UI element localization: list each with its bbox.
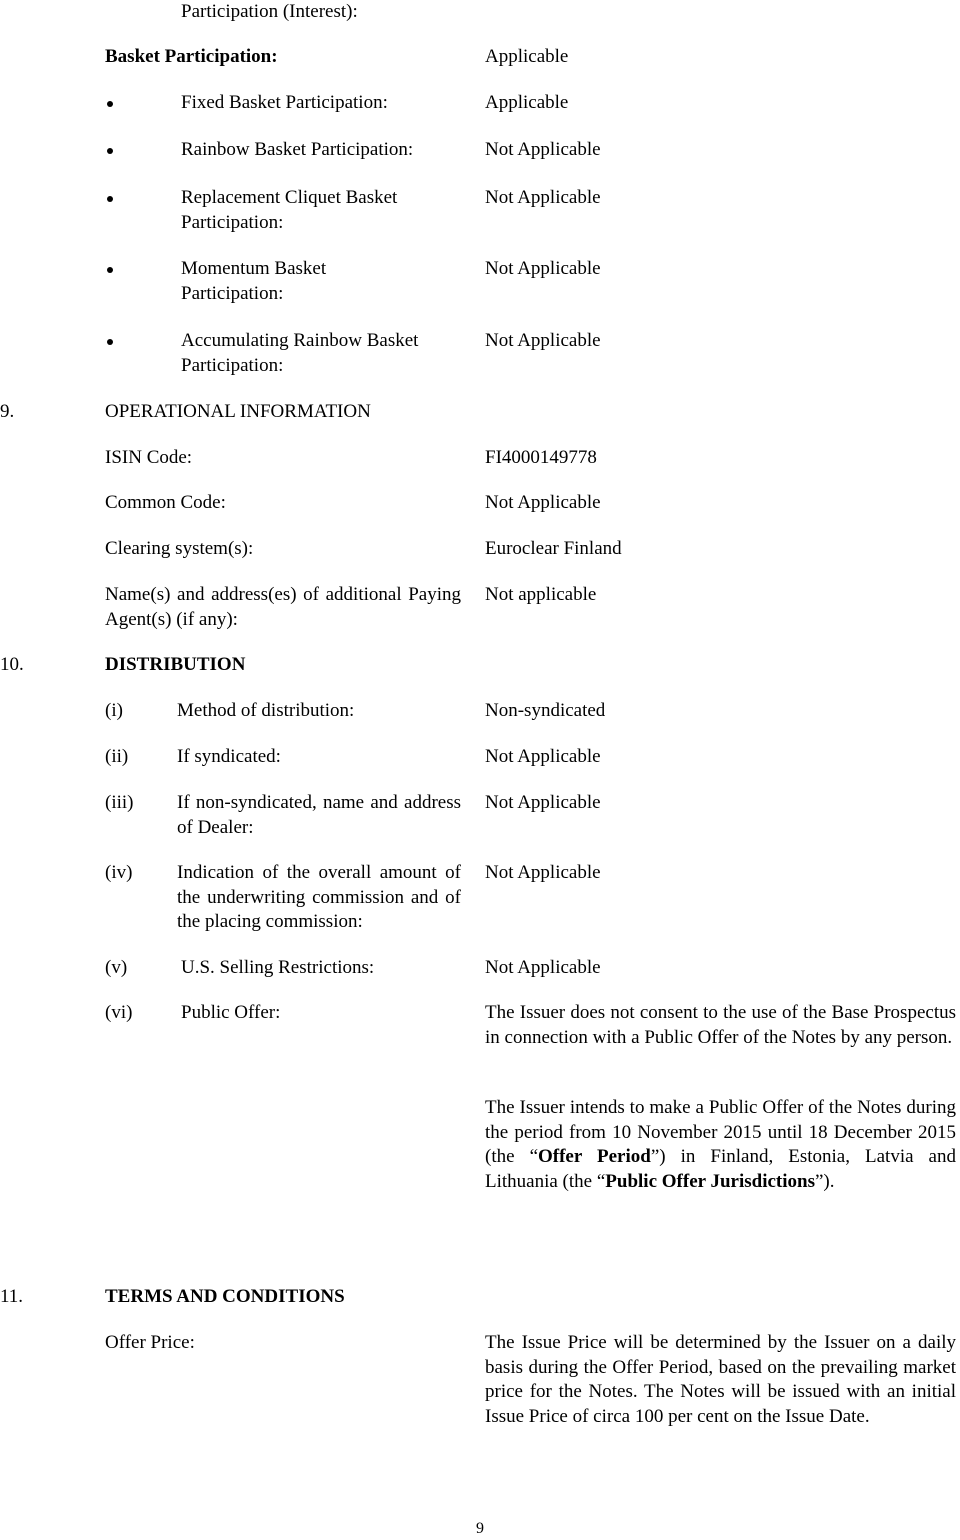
commission-indication-value: Not Applicable	[485, 862, 601, 883]
if-syndicated-value: Not Applicable	[485, 746, 601, 767]
common-code-value: Not Applicable	[485, 492, 601, 513]
offer-para-text: The Issuer intends to make a Public Offer of the Notes during the period from 10 November 2015 until 18 December 2015 (the “	[485, 1097, 956, 1167]
isin-code-label: ISIN Code:	[105, 447, 193, 468]
replacement-cliquet-label: Replacement Cliquet Basket Participation:	[181, 187, 398, 233]
section-10-number: 10.	[0, 654, 24, 675]
offer-price-label: Offer Price:	[105, 1332, 195, 1353]
non-syndicated-dealer-label: If non-syndicated, name and address of Dealer:	[177, 792, 461, 838]
replacement-cliquet-value: Not Applicable	[485, 187, 601, 208]
bullet-icon	[107, 339, 113, 345]
offer-para-text: ”) in Finland, Estonia, Latvia and Lithuania (the “	[485, 1146, 956, 1192]
public-offer-jurisdictions-term: Public Offer Jurisdictions	[605, 1170, 815, 1192]
basket-participation-value: Applicable	[485, 46, 569, 67]
if-syndicated-label: If syndicated:	[177, 746, 281, 767]
accumulating-rainbow-value: Not Applicable	[485, 330, 601, 351]
page-number: 9	[476, 1520, 484, 1537]
section-9-number: 9.	[0, 401, 15, 422]
rainbow-basket-value: Not Applicable	[485, 139, 601, 160]
distribution-item-number: (v)	[105, 957, 128, 978]
us-selling-restrictions-label: U.S. Selling Restrictions:	[181, 957, 375, 978]
distribution-item-number: (ii)	[105, 746, 129, 767]
bullet-icon	[107, 267, 113, 273]
fixed-basket-label: Fixed Basket Participation:	[181, 92, 388, 113]
bullet-icon	[107, 101, 113, 107]
public-offer-value: The Issuer does not consent to the use of the Base Prospectus in connection with a Public Offer of the Notes by any person.	[485, 1002, 956, 1048]
momentum-basket-value: Not Applicable	[485, 258, 601, 279]
method-of-distribution-label: Method of distribution:	[177, 700, 355, 721]
isin-code-value: FI4000149778	[485, 447, 597, 468]
distribution-item-number: (i)	[105, 700, 123, 721]
bullet-icon	[107, 148, 113, 154]
rainbow-basket-label: Rainbow Basket Participation:	[181, 139, 414, 160]
offer-para-text: ”).	[815, 1170, 835, 1192]
participation-interest-label: Participation (Interest):	[181, 1, 358, 22]
us-selling-restrictions-value: Not Applicable	[485, 957, 601, 978]
method-of-distribution-value: Non-syndicated	[485, 700, 606, 721]
distribution-item-number: (iv)	[105, 862, 133, 883]
clearing-system-value: Euroclear Finland	[485, 538, 622, 559]
offer-period-paragraph	[485, 1096, 956, 1194]
section-11-number: 11.	[0, 1286, 24, 1307]
paying-agent-value: Not applicable	[485, 584, 597, 605]
momentum-basket-label: Momentum Basket Participation:	[181, 258, 327, 304]
bullet-icon	[107, 196, 113, 202]
offer-price-value: The Issue Price will be determined by the Issuer on a daily basis during the Offer Period, based on the prevailing market price for the Notes. The Notes will be issued with an initial Issue Price of circa 100 per cent on the Issue Date.	[485, 1332, 956, 1427]
fixed-basket-value: Applicable	[485, 92, 569, 113]
section-10-title: DISTRIBUTION	[105, 654, 246, 675]
commission-indication-label: Indication of the overall amount of the underwriting commission and of the placing commission:	[177, 862, 461, 932]
non-syndicated-dealer-value: Not Applicable	[485, 792, 601, 813]
offer-period-term: Offer Period	[538, 1146, 651, 1167]
distribution-item-number: (iii)	[105, 792, 134, 813]
section-11-title: TERMS AND CONDITIONS	[105, 1286, 345, 1307]
public-offer-label: Public Offer:	[181, 1002, 281, 1023]
basket-participation-heading: Basket Participation:	[105, 46, 278, 67]
clearing-system-label: Clearing system(s):	[105, 538, 254, 559]
paying-agent-label: Name(s) and address(es) of additional Paying Agent(s) (if any):	[105, 584, 461, 630]
distribution-item-number: (vi)	[105, 1002, 133, 1023]
section-9-title: OPERATIONAL INFORMATION	[105, 401, 371, 422]
accumulating-rainbow-label: Accumulating Rainbow Basket Participation:	[181, 330, 419, 376]
common-code-label: Common Code:	[105, 492, 226, 513]
